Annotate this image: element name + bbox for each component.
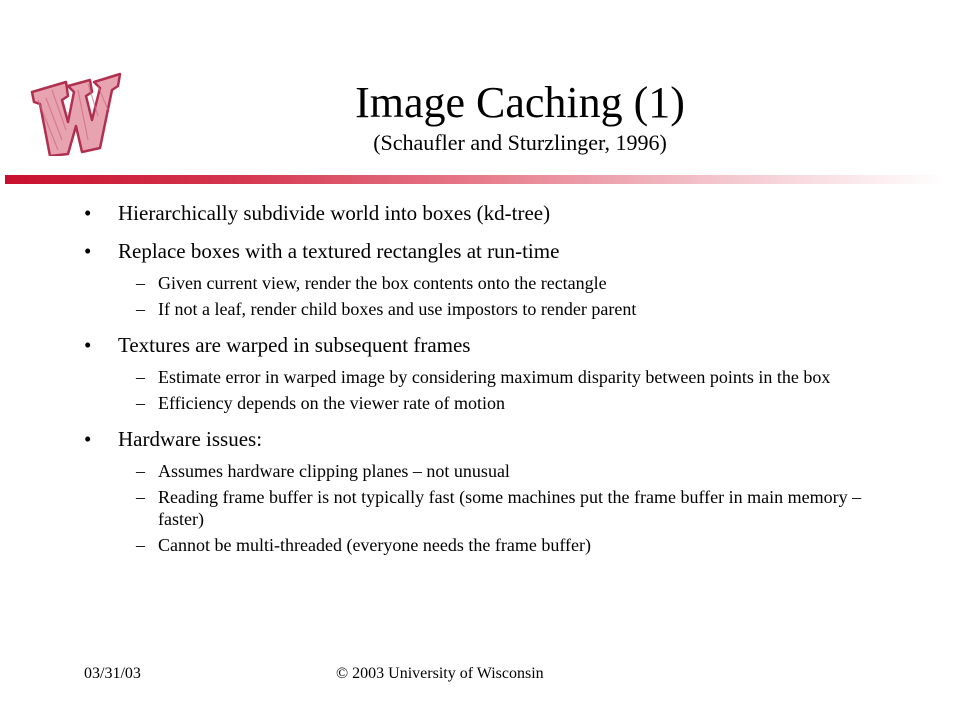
sub-bullet-item — [84, 272, 884, 294]
bullet-icon: • — [84, 427, 92, 451]
bullet-text: Textures are warped in subsequent frames — [118, 333, 471, 357]
bullet-item — [84, 200, 884, 226]
sub-bullet-text: Cannot be multi-threaded (everyone needs the frame buffer) — [158, 535, 591, 555]
bullet-icon: • — [84, 239, 92, 263]
bullet-item — [84, 426, 884, 452]
sub-bullet-text: Given current view, render the box contents onto the rectangle — [158, 273, 607, 293]
sub-bullet-item — [84, 392, 884, 414]
sub-bullet-text: Estimate error in warped image by considering maximum disparity between points in the box — [158, 367, 831, 387]
bullet-list — [84, 200, 884, 568]
sub-bullet-text: Assumes hardware clipping planes – not unusual — [158, 461, 510, 481]
sub-bullet-item — [84, 460, 884, 482]
slide-subtitle: (Schaufler and Sturzlinger, 1996) — [373, 130, 667, 155]
bullet-item — [84, 332, 884, 358]
sub-bullet-item — [84, 534, 884, 556]
bullet-item — [84, 238, 884, 264]
dash-icon: – — [136, 299, 145, 319]
dash-icon: – — [136, 535, 145, 555]
bullet-text: Hierarchically subdivide world into boxes (kd-tree) — [118, 201, 551, 225]
sub-bullet-text: Efficiency depends on the viewer rate of motion — [158, 393, 506, 413]
dash-icon: – — [136, 273, 145, 293]
slide-title: Image Caching (1) — [355, 78, 685, 127]
sub-bullet-text: Reading frame buffer is not typically fast (some machines put the frame buffer in main memory – faster) — [158, 487, 862, 529]
bullet-text: Replace boxes with a textured rectangles at run-time — [118, 239, 560, 263]
uw-w-logo-icon — [28, 70, 126, 156]
dash-icon: – — [136, 393, 145, 413]
sub-bullet-text: If not a leaf, render child boxes and use impostors to render parent — [158, 299, 637, 319]
title-divider — [5, 175, 945, 184]
bullet-icon: • — [84, 201, 92, 225]
sub-bullet-item — [84, 366, 884, 388]
sub-bullet-item — [84, 486, 884, 530]
footer-copyright: © 2003 University of Wisconsin — [336, 665, 544, 682]
footer-date: 03/31/03 — [84, 665, 141, 682]
sub-bullet-item — [84, 298, 884, 320]
bullet-icon: • — [84, 333, 92, 357]
dash-icon: – — [136, 461, 145, 481]
title-block — [250, 78, 790, 156]
dash-icon: – — [136, 367, 145, 387]
dash-icon: – — [136, 487, 145, 507]
bullet-text: Hardware issues: — [118, 427, 263, 451]
